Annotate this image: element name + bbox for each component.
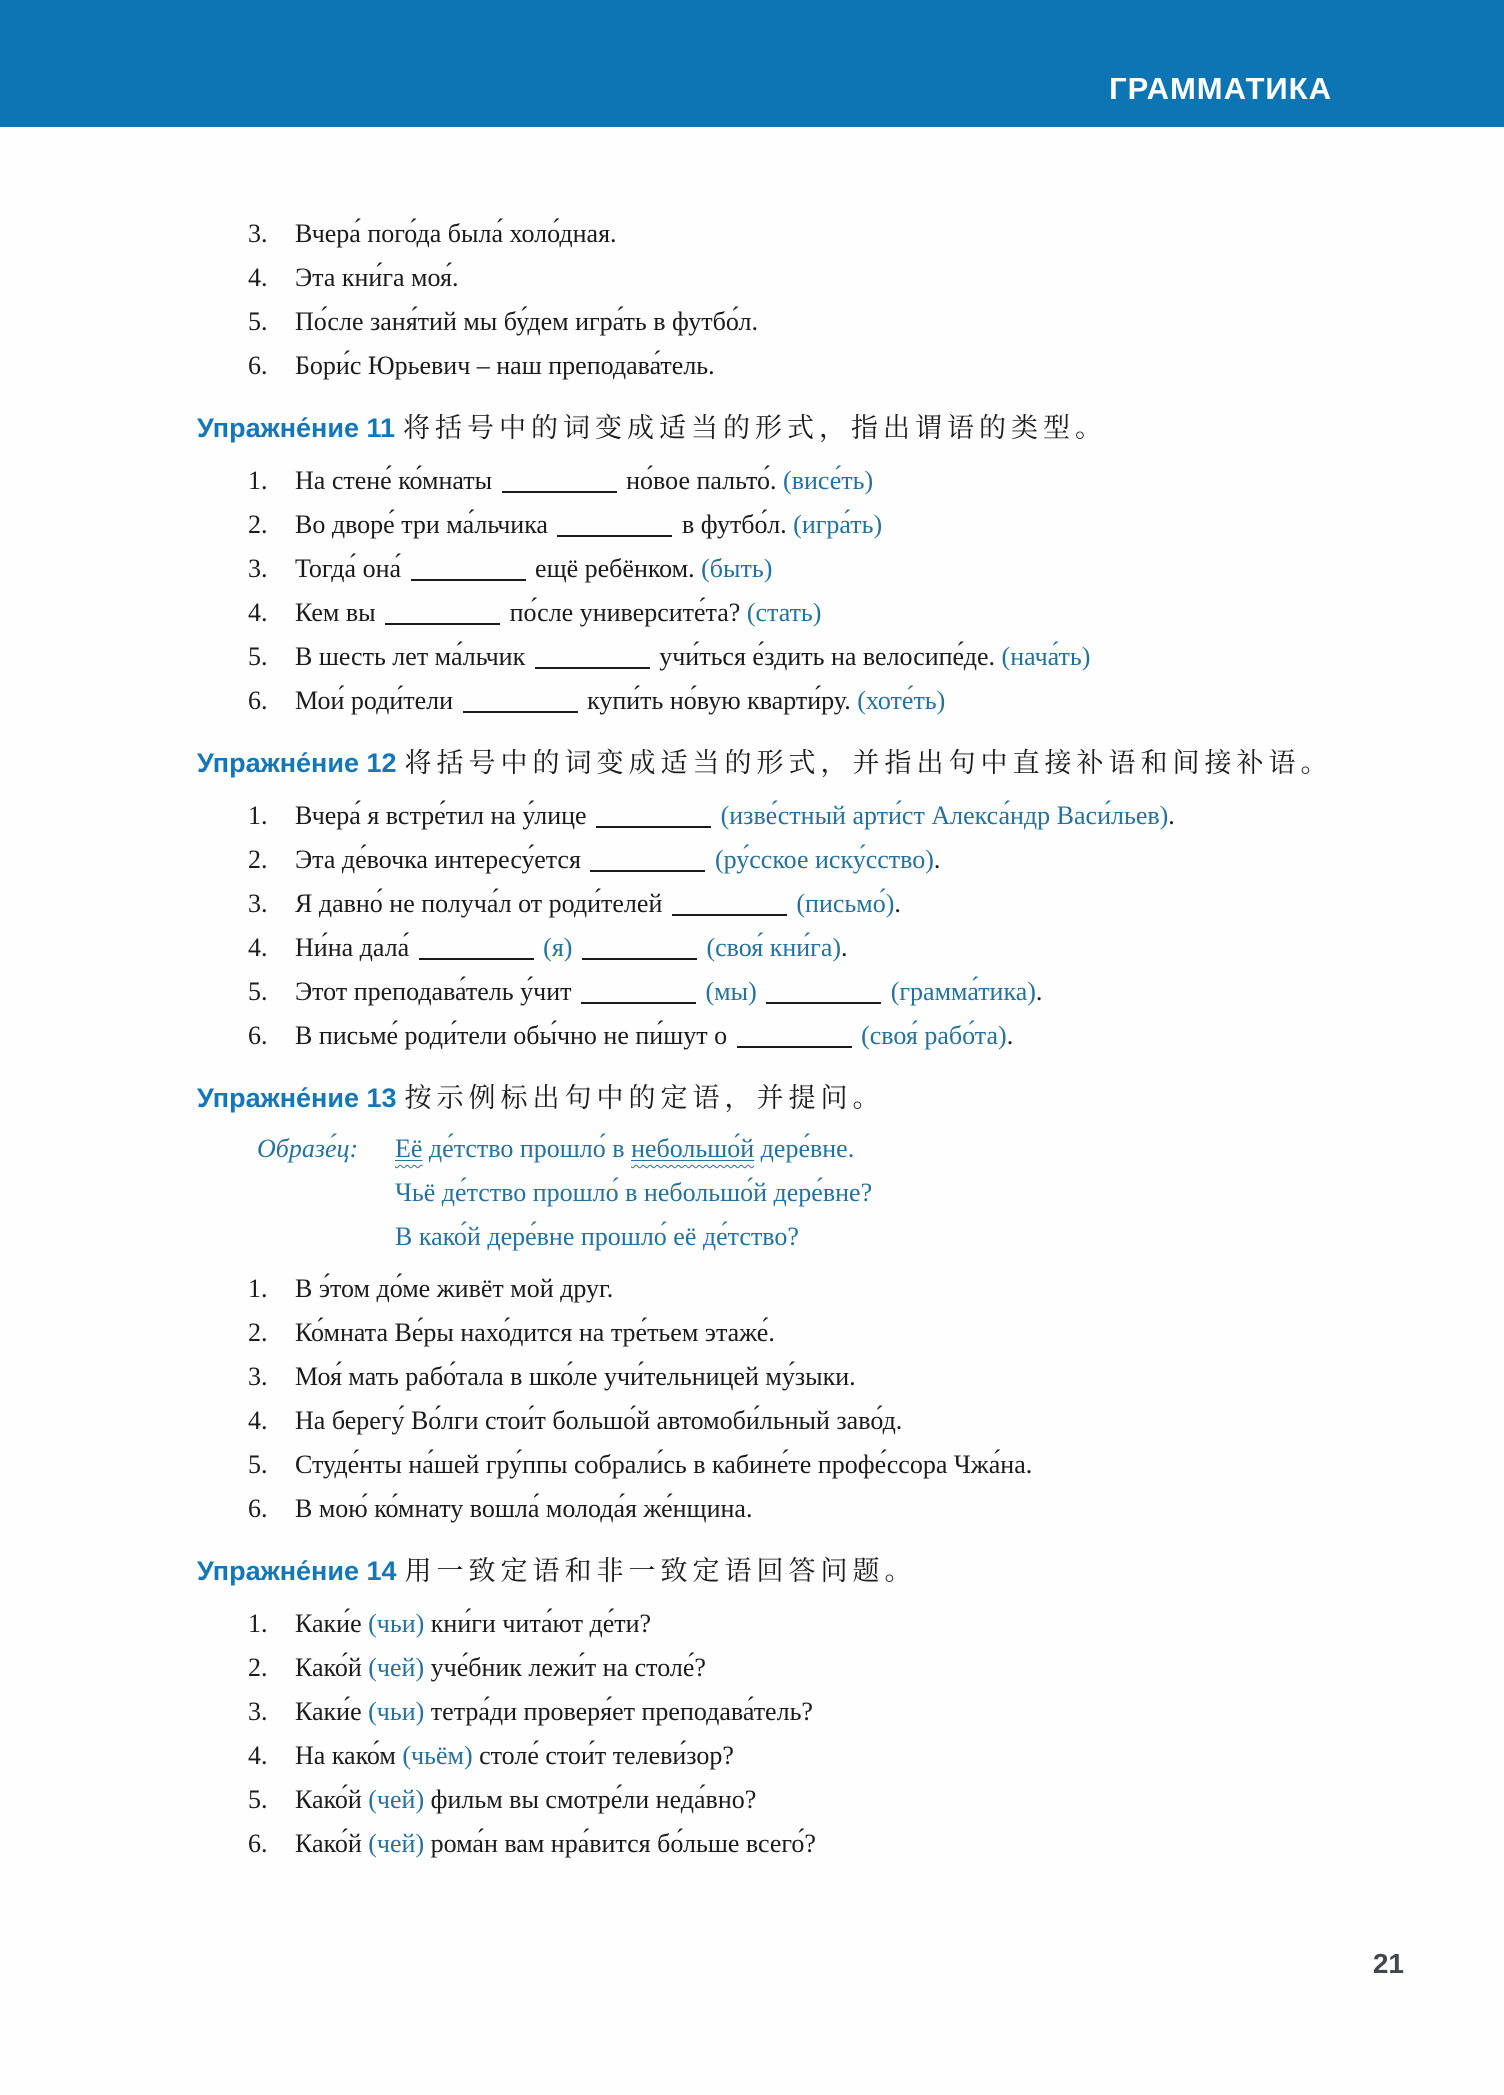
text-segment: Како́й	[295, 1829, 369, 1858]
exercise-section	[197, 406, 1382, 723]
item-number: 1.	[248, 1609, 268, 1638]
text-segment: В шесть лет ма́льчик	[295, 642, 532, 671]
item-number: 3.	[248, 1697, 268, 1726]
item-text	[295, 351, 715, 380]
text-segment: в футбо́л.	[675, 510, 794, 539]
text-segment: по́сле университе́та?	[503, 598, 747, 627]
text-segment: По́сле заня́тий мы бу́дем игра́ть в футбо́л.	[295, 307, 758, 336]
item-text	[295, 1697, 813, 1726]
exercise-item	[197, 344, 1382, 388]
example-line	[395, 1171, 1382, 1215]
item-number: 5.	[248, 642, 268, 671]
exercise-item	[197, 1267, 1382, 1311]
item-text	[295, 845, 940, 874]
hint-text: (изве́стный арти́ст Алекса́ндр Васи́льев)	[720, 801, 1169, 830]
item-number: 4.	[248, 1741, 268, 1770]
blank-line	[590, 870, 705, 872]
hint-text: (хоте́ть)	[857, 686, 946, 715]
item-text	[295, 1653, 706, 1682]
text-segment: Во дворе́ три ма́льчика	[295, 510, 555, 539]
text-segment: На како́м	[295, 1741, 403, 1770]
text-segment: На берегу́ Во́лги стои́т большо́й автомоби́льный заво́д.	[295, 1406, 903, 1435]
exercise-heading	[197, 741, 1382, 786]
exercise-item	[197, 970, 1382, 1014]
exercise-item	[197, 635, 1382, 679]
item-number: 4.	[248, 1406, 268, 1435]
item-text	[295, 1450, 1032, 1479]
attribute-marked-word	[631, 1134, 754, 1163]
text-segment: Вчера́ я встре́тил на у́лице	[295, 801, 594, 830]
exercise-item	[197, 679, 1382, 723]
exercise-item	[197, 1646, 1382, 1690]
text-segment: Я давно́ не получа́л от роди́телей	[295, 889, 669, 918]
item-number: 5.	[248, 977, 268, 1006]
exercise-item	[197, 882, 1382, 926]
text-segment: уче́бник лежи́т на столе́?	[424, 1653, 706, 1682]
text-segment: тетра́ди проверя́ет преподава́тель?	[424, 1697, 813, 1726]
item-text	[295, 1829, 816, 1858]
text-segment: Каки́е	[295, 1609, 369, 1638]
item-number: 6.	[248, 686, 268, 715]
text-segment: Студе́нты на́шей гру́ппы собрали́сь в кабине́те профе́ссора Чжа́на.	[295, 1450, 1033, 1479]
item-number: 1.	[248, 1274, 268, 1303]
blank-line	[581, 1002, 696, 1004]
exercise-item	[197, 212, 1382, 256]
exercise-label: Упражне́ние 13	[197, 1083, 397, 1113]
exercise-item	[197, 1014, 1382, 1058]
blank-line	[582, 958, 697, 960]
item-text	[295, 1609, 651, 1638]
exercise-items	[197, 459, 1382, 723]
hint-text: (мы)	[705, 977, 757, 1006]
exercise-item	[197, 1822, 1382, 1866]
item-number: 3.	[248, 1362, 268, 1391]
item-text	[295, 1406, 902, 1435]
exercise-label: Упражне́ние 11	[197, 413, 396, 443]
text-segment: Этот преподава́тель у́чит	[295, 977, 578, 1006]
text-segment: .	[894, 889, 901, 918]
hint-text: Чьё де́тство прошло́ в небольшо́й дере́вне?	[395, 1178, 873, 1207]
item-text	[295, 889, 901, 918]
item-number: 1.	[248, 466, 268, 495]
item-number: 6.	[248, 1494, 268, 1523]
blank-line	[385, 623, 500, 625]
item-text	[295, 510, 882, 539]
exercise-section	[197, 1549, 1382, 1866]
blank-line	[502, 491, 617, 493]
blank-line	[557, 535, 672, 537]
exercise-items	[197, 794, 1382, 1058]
item-number: 2.	[248, 1653, 268, 1682]
text-segment: Кем вы	[295, 598, 383, 627]
text-segment: Каки́е	[295, 1697, 369, 1726]
blank-line	[411, 579, 526, 581]
exercise-item	[197, 256, 1382, 300]
item-text	[295, 1494, 752, 1523]
item-number: 5.	[248, 1785, 268, 1814]
text-segment: .	[841, 933, 848, 962]
item-text	[295, 1741, 734, 1770]
example-line	[395, 1127, 1382, 1171]
text-segment: фильм вы смотре́ли неда́вно?	[424, 1785, 757, 1814]
exercise-item	[197, 1778, 1382, 1822]
item-number: 6.	[248, 1829, 268, 1858]
text-segment	[757, 977, 764, 1006]
exercise-heading	[197, 1076, 1382, 1121]
text-segment: Моя́ мать рабо́тала в шко́ле учи́тельницей му́зыки.	[295, 1362, 856, 1391]
attribute-marked-word	[395, 1134, 422, 1163]
exercise-instruction: 用一致定语和非一致定语回答问题。	[404, 1556, 917, 1586]
item-number: 6.	[248, 1021, 268, 1050]
hint-text: (висе́ть)	[783, 466, 874, 495]
text-segment	[572, 933, 579, 962]
text-segment: но́вое пальто́.	[619, 466, 784, 495]
item-number: 5.	[248, 1450, 268, 1479]
item-number: 5.	[248, 307, 268, 336]
exercise-item	[197, 1602, 1382, 1646]
item-text	[295, 263, 458, 292]
exercise-item	[197, 926, 1382, 970]
hint-text: (чьи)	[368, 1609, 425, 1638]
hint-text: (быть)	[701, 554, 773, 583]
item-text	[295, 307, 758, 336]
chapter-header-bar	[0, 0, 1504, 127]
exercise-item	[197, 503, 1382, 547]
item-text	[295, 801, 1175, 830]
item-text	[295, 933, 848, 962]
exercise-item	[197, 1311, 1382, 1355]
intro-list	[197, 212, 1382, 388]
text-segment: Како́й	[295, 1653, 369, 1682]
text-segment: В письме́ роди́тели обы́чно не пи́шут о	[295, 1021, 734, 1050]
blank-line	[766, 1002, 881, 1004]
blank-line	[672, 914, 787, 916]
blank-line	[535, 667, 650, 669]
example-line	[395, 1215, 1382, 1259]
text-segment: .	[1035, 977, 1043, 1006]
text-segment: ещё ребёнком.	[528, 554, 702, 583]
text-segment: В мою́ ко́мнату вошла́ молода́я же́нщина.	[295, 1494, 753, 1523]
text-segment: На стене́ ко́мнаты	[295, 466, 499, 495]
hint-text: (чей)	[368, 1653, 425, 1682]
item-number: 4.	[248, 263, 268, 292]
attribute-marked-word-text: небольшо́й	[631, 1134, 755, 1163]
exercise-instruction: 将括号中的词变成适当的形式，指出谓语的类型。	[403, 413, 1108, 443]
item-text	[295, 466, 873, 495]
hint-text: (ру́сское иску́сство)	[714, 845, 934, 874]
hint-text: В како́й дере́вне прошло́ её де́тство?	[395, 1222, 799, 1251]
hint-text: де́тство прошло́ в	[422, 1134, 632, 1163]
hint-text: (стать)	[746, 598, 822, 627]
item-text	[295, 554, 772, 583]
exercise-label: Упражне́ние 12	[197, 748, 397, 778]
item-number: 4.	[248, 933, 268, 962]
page-number: 21	[1372, 1948, 1404, 1979]
text-segment: Бори́с Юрьевич – наш преподава́тель.	[295, 351, 715, 380]
exercise-item	[197, 1443, 1382, 1487]
text-segment: Ни́на дала́	[295, 933, 416, 962]
exercise-section	[197, 741, 1382, 1058]
attribute-marked-word-text: Её	[395, 1134, 423, 1163]
item-text	[295, 1318, 775, 1347]
blank-line	[737, 1046, 852, 1048]
item-text	[295, 977, 1042, 1006]
item-number: 1.	[248, 801, 268, 830]
text-segment: В э́том до́ме живёт мой друг.	[295, 1274, 614, 1303]
hint-text: (игра́ть)	[793, 510, 883, 539]
example-lines	[395, 1127, 1382, 1259]
text-segment: Эта де́вочка интересу́ется	[295, 845, 588, 874]
hint-text: (своя́ рабо́та)	[861, 1021, 1007, 1050]
exercise-item	[197, 300, 1382, 344]
text-segment: Ко́мната Ве́ры нахо́дится на тре́тьем этаже́.	[295, 1318, 775, 1347]
hint-text: (письмо́)	[796, 889, 895, 918]
exercise-heading	[197, 406, 1382, 451]
exercise-item	[197, 591, 1382, 635]
text-segment: купи́ть но́вую кварти́ру.	[580, 686, 858, 715]
item-text	[295, 1274, 613, 1303]
exercise-item	[197, 1355, 1382, 1399]
item-number: 2.	[248, 510, 268, 539]
text-segment: учи́ться е́здить на велосипе́де.	[652, 642, 1002, 671]
exercise-section	[197, 1076, 1382, 1531]
item-text	[295, 1785, 756, 1814]
text-segment: Мои́ роди́тели	[295, 686, 460, 715]
text-segment: .	[1168, 801, 1175, 830]
item-number: 2.	[248, 845, 268, 874]
hint-text: (грамма́тика)	[890, 977, 1036, 1006]
item-text	[295, 219, 617, 248]
exercise-instruction: 将括号中的词变成适当的形式，并指出句中直接补语和间接补语。	[404, 748, 1333, 778]
hint-text: (чьи)	[368, 1697, 425, 1726]
hint-text: (нача́ть)	[1001, 642, 1091, 671]
exercise-item	[197, 1690, 1382, 1734]
text-segment: рома́н вам нра́вится бо́льше всего́?	[424, 1829, 816, 1858]
text-segment: Тогда́ она́	[295, 554, 408, 583]
hint-text: дере́вне.	[754, 1134, 855, 1163]
example-label: Образе́ц:	[257, 1134, 359, 1163]
exercise-item	[197, 838, 1382, 882]
text-segment: .	[1006, 1021, 1014, 1050]
page-content	[197, 212, 1382, 1866]
exercise-item	[197, 794, 1382, 838]
item-text	[295, 642, 1090, 671]
exercise-item	[197, 1399, 1382, 1443]
hint-text: (чей)	[368, 1785, 425, 1814]
text-segment: .	[933, 845, 941, 874]
exercise-instruction: 按示例标出句中的定语，并提问。	[404, 1083, 885, 1113]
blank-line	[419, 958, 534, 960]
item-number: 4.	[248, 598, 268, 627]
blank-line	[596, 826, 711, 828]
text-segment: кни́ги чита́ют де́ти?	[424, 1609, 652, 1638]
hint-text: (чьём)	[402, 1741, 473, 1770]
text-segment: столе́ стои́т телеви́зор?	[472, 1741, 734, 1770]
exercise-item	[197, 1487, 1382, 1531]
item-text	[295, 598, 821, 627]
item-number: 3.	[248, 554, 268, 583]
item-number: 2.	[248, 1318, 268, 1347]
item-text	[295, 1362, 856, 1391]
text-segment: Эта кни́га моя́.	[295, 263, 459, 292]
item-number: 6.	[248, 351, 268, 380]
text-segment: Како́й	[295, 1785, 369, 1814]
example-block	[197, 1127, 1382, 1259]
item-number: 3.	[248, 889, 268, 918]
exercise-label: Упражне́ние 14	[197, 1556, 397, 1586]
exercise-item	[197, 1734, 1382, 1778]
item-text	[295, 686, 945, 715]
hint-text: (я)	[543, 933, 573, 962]
exercise-sections	[197, 406, 1382, 1866]
item-text	[295, 1021, 1013, 1050]
blank-line	[463, 711, 578, 713]
hint-text: (чей)	[368, 1829, 425, 1858]
item-number: 3.	[248, 219, 268, 248]
exercise-items	[197, 1602, 1382, 1866]
exercise-item	[197, 547, 1382, 591]
exercise-heading	[197, 1549, 1382, 1594]
chapter-title: ГРАММАТИКА	[1109, 71, 1332, 106]
hint-text: (своя́ кни́га)	[706, 933, 842, 962]
text-segment: Вчера́ пого́да была́ холо́дная.	[295, 219, 617, 248]
exercise-item	[197, 459, 1382, 503]
exercise-items	[197, 1267, 1382, 1531]
